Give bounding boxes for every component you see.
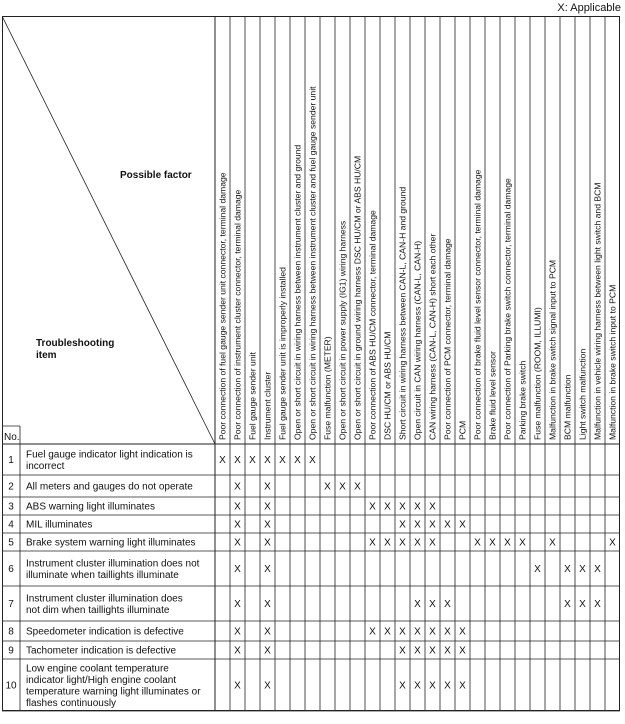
troubleshooting-item-text: Tachometer indication is defective: [26, 645, 177, 657]
factor-label: CAN wiring harness (CAN-L, CAN-H) short each other: [427, 233, 438, 440]
applicable-mark: X: [234, 680, 241, 692]
applicable-mark: X: [534, 564, 541, 575]
corner-diagonal: [2, 16, 215, 444]
troubleshooting-item-text: Fuel gauge indicator light indication is: [26, 449, 193, 461]
factor-label: PCM: [457, 420, 468, 440]
applicable-mark: X: [414, 626, 421, 638]
applicable-mark: X: [234, 645, 241, 657]
factor-label: Open circuit in CAN wiring harness (CAN-L, CAN-H): [412, 240, 423, 440]
troubleshooting-matrix: [2, 16, 622, 720]
applicable-mark: X: [564, 564, 571, 575]
troubleshooting-item-text: indicator light/High engine coolant: [26, 674, 177, 686]
applicable-mark: X: [399, 680, 406, 692]
row-number: 10: [5, 680, 17, 692]
applicable-mark: X: [444, 626, 451, 638]
applicable-mark: X: [264, 599, 271, 610]
applicable-mark: X: [579, 564, 586, 575]
factor-label: Open or short circuit in wiring harness between instrument cluster and fuel gauge sender unit: [307, 86, 318, 440]
applicable-mark: X: [429, 537, 436, 549]
applicable-mark: X: [234, 564, 241, 575]
applicable-mark: X: [384, 501, 391, 513]
applicable-mark: X: [234, 455, 241, 466]
applicable-mark: X: [369, 537, 376, 549]
applicable-mark: X: [579, 599, 586, 610]
troubleshooting-item-text: ABS warning light illuminates: [26, 501, 155, 513]
applicable-mark: X: [249, 455, 256, 466]
applicable-mark: X: [444, 645, 451, 657]
factor-label: Poor connection of PCM connector, terminal damage: [442, 238, 453, 440]
factor-label: Malfunction in brake switch signal input to PCM: [547, 259, 558, 440]
applicable-mark: X: [234, 481, 241, 493]
applicable-mark: X: [429, 645, 436, 657]
applicable-mark: X: [294, 455, 301, 466]
row-number: 7: [8, 599, 14, 610]
applicable-mark: X: [414, 537, 421, 549]
factor-label: Poor connection of Parking brake switch connector, terminal damage: [502, 178, 513, 440]
troubleshooting-item-text: not dim when taillights illuminate: [26, 604, 170, 616]
troubleshooting-item-text: Low engine coolant temperature: [26, 663, 169, 675]
troubleshooting-item-text: temperature warning light illuminates or: [26, 686, 201, 698]
factor-label: Open or short circuit in wiring harness between instrument cluster and ground: [292, 144, 303, 440]
applicable-mark: X: [429, 680, 436, 692]
row-number: 9: [8, 645, 14, 657]
applicable-mark: X: [384, 537, 391, 549]
applicable-mark: X: [354, 481, 361, 493]
factor-label: Parking brake switch: [517, 360, 528, 440]
applicable-mark: X: [234, 599, 241, 610]
factor-label: Open or short circuit in power supply (IG1) wiring harness: [337, 220, 348, 440]
applicable-mark: X: [594, 599, 601, 610]
troubleshooting-item-text: flashes continuously: [26, 697, 117, 709]
applicable-mark: X: [264, 564, 271, 575]
applicable-mark: X: [279, 455, 286, 466]
applicable-mark: X: [264, 537, 271, 549]
applicable-mark: X: [264, 645, 271, 657]
factor-label: Poor connection of brake fluid level sensor connector, terminal damage: [472, 169, 483, 440]
factor-label: Fuel gauge sender unit: [247, 352, 258, 440]
applicable-mark: X: [519, 537, 526, 549]
applicable-mark: X: [429, 519, 436, 531]
applicable-mark: X: [429, 599, 436, 610]
no-header: No.: [4, 432, 20, 443]
applicable-mark: X: [264, 626, 271, 638]
applicable-mark: X: [309, 455, 316, 466]
factor-label: Poor connection of instrument cluster connector, terminal damage: [232, 189, 243, 440]
factor-label: Poor connection of ABS HU/CM connector, terminal damage: [367, 210, 378, 440]
factor-label: BCM malfunction: [562, 374, 573, 440]
applicable-mark: X: [444, 680, 451, 692]
applicable-mark: X: [339, 481, 346, 493]
applicable-mark: X: [264, 501, 271, 513]
factor-label: Poor connection of fuel gauge sender unit connector, terminal damage: [217, 172, 228, 440]
applicable-mark: X: [219, 455, 226, 466]
applicable-mark: X: [594, 564, 601, 575]
applicable-mark: X: [399, 537, 406, 549]
troubleshooting-item-text: Instrument cluster illumination does not: [26, 558, 200, 570]
factor-label: Fuse malfunction (ROOM, ILLUMI): [532, 307, 543, 440]
row-number: 6: [8, 564, 14, 575]
troubleshooting-item-text: All meters and gauges do not operate: [26, 481, 193, 493]
applicable-mark: X: [459, 519, 466, 531]
applicable-mark: X: [399, 519, 406, 531]
legend: X: Applicable: [557, 2, 621, 14]
troubleshooting-item-text: Speedometer indication is defective: [26, 626, 184, 638]
factor-label: Instrument cluster: [262, 371, 273, 440]
applicable-mark: X: [234, 519, 241, 531]
troubleshooting-item-text: Instrument cluster illumination does: [26, 593, 183, 605]
applicable-mark: X: [369, 626, 376, 638]
applicable-mark: X: [459, 680, 466, 692]
applicable-mark: X: [414, 599, 421, 610]
troubleshooting-label: Troubleshooting: [36, 338, 115, 349]
applicable-mark: X: [414, 519, 421, 531]
factor-label: Short circuit in wiring harness between CAN-L, CAN-H and ground: [397, 186, 408, 440]
factor-label: Fuel gauge sender unit is improperly installed: [277, 267, 288, 440]
applicable-mark: X: [234, 537, 241, 549]
applicable-mark: X: [264, 680, 271, 692]
row-number: 4: [8, 519, 14, 531]
applicable-mark: X: [459, 626, 466, 638]
applicable-mark: X: [234, 501, 241, 513]
factor-label: Light switch malfunction: [577, 348, 588, 440]
applicable-mark: X: [234, 626, 241, 638]
factor-label: Malfunction in brake switch input to PCM: [607, 284, 618, 440]
applicable-mark: X: [489, 537, 496, 549]
row-number: 5: [8, 537, 14, 549]
applicable-mark: X: [414, 501, 421, 513]
applicable-mark: X: [504, 537, 511, 549]
factor-label: Malfunction in vehicle wiring harness between light switch and BCM: [592, 182, 603, 440]
troubleshooting-label-item: item: [36, 350, 57, 361]
troubleshooting-item-text: Brake system warning light illuminates: [26, 537, 196, 549]
applicable-mark: X: [429, 501, 436, 513]
troubleshooting-item-text: MIL illuminates: [26, 519, 93, 531]
applicable-mark: X: [324, 481, 331, 493]
applicable-mark: X: [384, 626, 391, 638]
applicable-mark: X: [399, 626, 406, 638]
row-number: 3: [8, 501, 14, 513]
applicable-mark: X: [414, 680, 421, 692]
row-number: 8: [8, 626, 14, 638]
row-number: 2: [8, 481, 14, 493]
applicable-mark: X: [459, 645, 466, 657]
applicable-mark: X: [549, 537, 556, 549]
troubleshooting-item-text: illuminate when taillights illuminate: [26, 569, 179, 581]
applicable-mark: X: [264, 481, 271, 493]
applicable-mark: X: [399, 501, 406, 513]
factor-label: Brake fluid level sensor: [487, 351, 498, 440]
applicable-mark: X: [264, 455, 271, 466]
troubleshooting-item-text: incorrect: [26, 460, 65, 472]
applicable-mark: X: [399, 645, 406, 657]
applicable-mark: X: [429, 626, 436, 638]
possible-factor-label: Possible factor: [120, 170, 192, 181]
applicable-mark: X: [444, 599, 451, 610]
applicable-mark: X: [369, 501, 376, 513]
applicable-mark: X: [474, 537, 481, 549]
applicable-mark: X: [264, 519, 271, 531]
matrix-grid: [2, 16, 622, 720]
applicable-mark: X: [444, 519, 451, 531]
factor-label: Open or short circuit in ground wiring harness DSC HU/CM or ABS HU/CM: [352, 155, 363, 440]
applicable-mark: X: [609, 537, 616, 549]
applicable-mark: X: [414, 645, 421, 657]
factor-label: Fuse malfunction (METER): [322, 336, 333, 440]
row-number: 1: [8, 455, 14, 466]
applicable-mark: X: [564, 599, 571, 610]
factor-label: DSC HU/CM or ABS HU/CM: [382, 331, 393, 440]
